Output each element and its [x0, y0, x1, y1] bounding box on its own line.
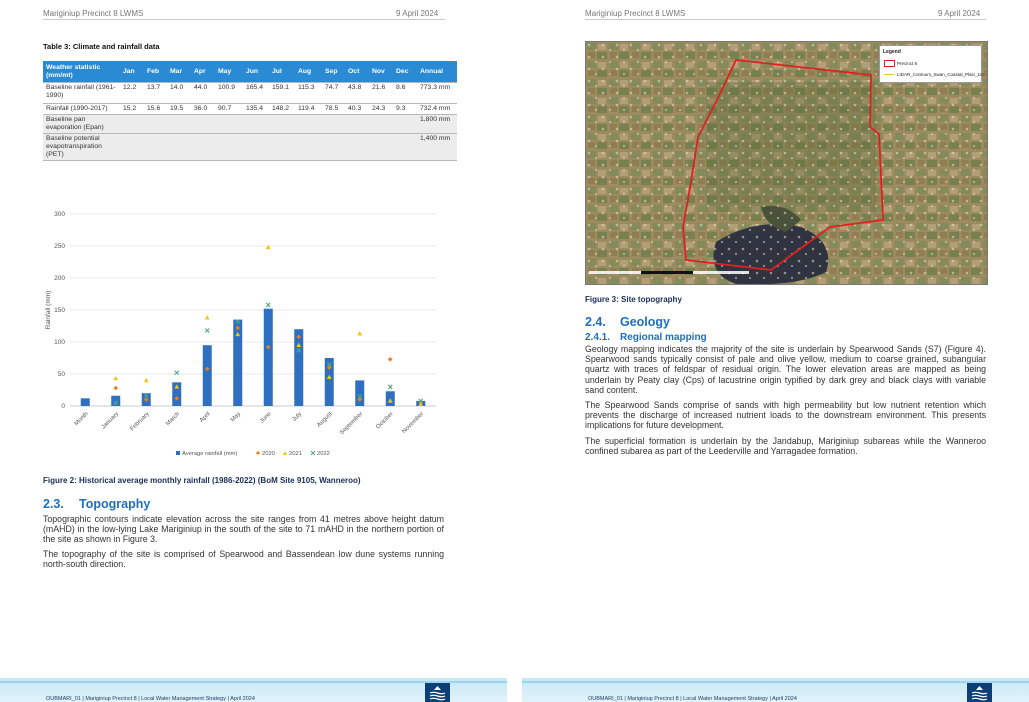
y-tick-label: 0 — [61, 403, 65, 410]
table-header-sep: Sep — [322, 61, 345, 83]
table-header-may: May — [215, 61, 243, 83]
marker-2020 — [388, 357, 393, 362]
marker-2022 — [266, 303, 270, 307]
table-cell — [295, 115, 322, 134]
y-tick-label: 300 — [54, 211, 65, 218]
table-header-jul: Jul — [269, 61, 295, 83]
table-cell: 732.4 mm — [417, 104, 457, 115]
y-tick-label: 200 — [54, 275, 65, 282]
geology-heading: Geology — [620, 315, 671, 329]
marker-2020 — [113, 386, 118, 391]
table-header-row — [43, 61, 457, 83]
regional-mapping-heading: Regional mapping — [620, 332, 707, 343]
table-header-oct: Oct — [345, 61, 369, 83]
table-cell: 159.1 — [269, 83, 295, 104]
table-cell: 74.7 — [322, 83, 345, 104]
table-cell — [393, 134, 417, 161]
table-cell: 773.3 mm — [417, 83, 457, 104]
table-header-mar: Mar — [167, 61, 191, 83]
table-header-apr: Apr — [191, 61, 215, 83]
table-header-nov: Nov — [369, 61, 393, 83]
table-caption: Table 3: Climate and rainfall data — [43, 42, 160, 51]
table-cell — [144, 134, 167, 161]
table-cell — [243, 115, 269, 134]
table-row-label: Baseline rainfall (1961-1990) — [43, 83, 120, 104]
legend-label: 2020 — [262, 451, 275, 457]
geology-paragraph-1: Geology mapping indicates the majority of the site is underlain by Spearwood Sands (S7) (Figure 4). Spearwood sands typically consist of pale and olive yellow, medium to coarse grained, subangular quartz with traces of feldspar of residual origin. The lower elevation areas are mapped as being underlain by Peaty clay (Cps) of lacustrine origin typified by dark grey and black clays with variable sand content. — [585, 344, 986, 395]
precinct-boundary-swatch — [884, 60, 895, 67]
table-cell: 8.6 — [393, 83, 417, 104]
figure2-caption: Figure 2: Historical average monthly rainfall (1986-2022) (BoM Site 9105, Wanneroo) — [43, 476, 361, 485]
y-axis-title: Rainfall (mm) — [45, 290, 52, 330]
table-header-jun: Jun — [243, 61, 269, 83]
table-cell — [215, 134, 243, 161]
marker-2021 — [357, 331, 362, 335]
footer-text: OUBMARI_01 | Mariginiup Precinct 8 | Local Water Management Strategy | April 2024 — [588, 696, 797, 702]
rainfall-bar — [203, 345, 212, 406]
table-cell: 19.5 — [167, 104, 191, 115]
y-tick-label: 50 — [57, 371, 65, 378]
header-divider — [585, 19, 986, 20]
climate-rainfall-table — [43, 61, 457, 161]
contour-line-swatch — [884, 74, 894, 75]
y-tick-label: 150 — [54, 307, 65, 314]
geology-heading-number: 2.4. — [585, 315, 606, 329]
geology-paragraph-3: The superficial formation is underlain by the Jandabup, Mariginiup subareas while the Wanneroo confined subarea as part of the Leederville and Yarragadee formation. — [585, 436, 986, 457]
table-cell: 165.4 — [243, 83, 269, 104]
table-cell — [144, 115, 167, 134]
table-cell: 1,800 mm — [417, 115, 457, 134]
legend-swatch-2022 — [311, 451, 315, 455]
table-cell: 15.2 — [120, 104, 144, 115]
legend-title: Legend — [883, 49, 901, 55]
rainfall-chart — [43, 205, 447, 467]
company-logo-icon — [967, 683, 992, 702]
rainfall-bar — [355, 380, 364, 406]
page-footer-left — [0, 678, 507, 702]
geology-paragraph-2: The Spearwood Sands comprise of sands with high permeability but low nutrient retention which prevents the discharge of increased nutrient loads to the downstream environment. This presents implications for future development. — [585, 400, 986, 431]
table-cell — [369, 134, 393, 161]
regional-mapping-heading-number: 2.4.1. — [585, 332, 611, 343]
legend-swatch-2021 — [283, 451, 287, 455]
x-tick-label: September — [339, 411, 365, 437]
table-row — [43, 104, 457, 115]
table-header-dec: Dec — [393, 61, 417, 83]
marker-2021 — [266, 245, 271, 249]
marker-2021 — [113, 376, 118, 380]
table-cell — [191, 115, 215, 134]
x-tick-label: Month — [73, 411, 90, 428]
page-header-title: Mariginiup Precinct 8 LWMS — [585, 9, 686, 18]
table-cell — [191, 134, 215, 161]
table-cell — [243, 134, 269, 161]
marker-2021 — [144, 378, 149, 382]
table-cell — [269, 134, 295, 161]
legend-swatch-2020 — [256, 451, 260, 455]
page-footer-right — [522, 678, 1029, 702]
table-cell: 100.9 — [215, 83, 243, 104]
header-divider — [43, 19, 445, 20]
table-cell — [345, 115, 369, 134]
footer-text: OUBMARI_01 | Mariginiup Precinct 8 | Local Water Management Strategy | April 2024 — [46, 696, 255, 702]
table-cell: 115.3 — [295, 83, 322, 104]
table-cell — [269, 115, 295, 134]
page-header-date: 9 April 2024 — [938, 9, 981, 18]
x-tick-label: October — [375, 411, 395, 431]
table-row-label: Baseline pan evaporation (Epan) — [43, 115, 120, 134]
rainfall-bar — [294, 329, 303, 406]
table-cell: 43.8 — [345, 83, 369, 104]
page-header-title: Mariginiup Precinct 8 LWMS — [43, 9, 144, 18]
table-cell: 1,400 mm — [417, 134, 457, 161]
table-row — [43, 115, 457, 134]
page-header-date: 9 April 2024 — [396, 9, 439, 18]
table-row — [43, 83, 457, 104]
table-cell: 78.5 — [322, 104, 345, 115]
x-tick-label: March — [165, 411, 182, 428]
marker-2022 — [205, 328, 209, 332]
x-tick-label: February — [129, 411, 151, 433]
topography-heading: Topography — [79, 497, 151, 511]
legend-label: Average rainfall (mm) — [182, 451, 238, 457]
table-cell — [215, 115, 243, 134]
table-cell: 15.6 — [144, 104, 167, 115]
marker-2022 — [388, 385, 392, 389]
x-tick-label: April — [198, 411, 212, 424]
marker-2021 — [205, 315, 210, 319]
table-cell: 24.3 — [369, 104, 393, 115]
table-cell: 135.4 — [243, 104, 269, 115]
table-cell: 90.7 — [215, 104, 243, 115]
rainfall-bar — [264, 309, 273, 406]
table-cell: 148.2 — [269, 104, 295, 115]
topography-heading-number: 2.3. — [43, 497, 64, 511]
x-tick-label: August — [316, 411, 334, 429]
legend-item-contours: LIDAR_Contours_Swan_Coastal_Plain_1m — [897, 72, 984, 77]
figure3-caption: Figure 3: Site topography — [585, 295, 682, 304]
table-cell — [345, 134, 369, 161]
legend-label: 2021 — [289, 451, 302, 457]
legend-item-precinct: Precinct 8 — [897, 61, 918, 66]
table-cell — [120, 134, 144, 161]
table-cell — [167, 115, 191, 134]
x-tick-label: May — [229, 411, 243, 424]
rainfall-bar — [81, 398, 90, 406]
table-cell: 119.4 — [295, 104, 322, 115]
table-cell: 12.2 — [120, 83, 144, 104]
table-row — [43, 134, 457, 161]
table-cell — [369, 115, 393, 134]
table-row-label: Rainfall (1990-2017) — [43, 104, 120, 115]
table-header-statistic: Weather statistic (mm/mt) — [43, 61, 120, 83]
table-cell: 13.7 — [144, 83, 167, 104]
table-cell — [167, 134, 191, 161]
y-tick-label: 100 — [54, 339, 65, 346]
table-header-feb: Feb — [144, 61, 167, 83]
y-tick-label: 250 — [54, 243, 65, 250]
company-logo-icon — [425, 683, 450, 702]
table-cell — [120, 115, 144, 134]
x-tick-label: January — [100, 411, 121, 431]
table-header-aug: Aug — [295, 61, 322, 83]
rainfall-bar — [325, 358, 334, 406]
table-cell: 21.6 — [369, 83, 393, 104]
table-cell — [393, 115, 417, 134]
x-tick-label: November — [401, 411, 426, 435]
document-page-left — [0, 0, 507, 702]
legend-label: 2022 — [317, 451, 330, 457]
table-header-jan: Jan — [120, 61, 144, 83]
topography-paragraph-2: The topography of the site is comprised of Spearwood and Bassendean low dune systems running north-south direction. — [43, 549, 444, 570]
site-topography-map — [585, 41, 988, 285]
table-cell: 40.3 — [345, 104, 369, 115]
map-legend — [879, 45, 982, 83]
x-tick-label: June — [259, 411, 273, 425]
table-header-annual: Annual — [417, 61, 457, 83]
legend-swatch-bar — [176, 451, 180, 455]
table-cell: 9.3 — [393, 104, 417, 115]
table-cell — [322, 134, 345, 161]
topography-paragraph-1: Topographic contours indicate elevation across the site ranges from 41 metres above height datum (mAHD) in the low-lying Lake Mariginiup in the south of the site to 71 mAHD in the northern portion of the site as shown in Figure 3. — [43, 514, 444, 545]
table-cell — [322, 115, 345, 134]
table-cell: 44.0 — [191, 83, 215, 104]
table-row-label: Baseline potential evapotranspiration (PET) — [43, 134, 120, 161]
table-cell — [295, 134, 322, 161]
table-cell: 36.0 — [191, 104, 215, 115]
table-cell: 14.0 — [167, 83, 191, 104]
x-tick-label: July — [291, 411, 304, 423]
rainfall-bar — [111, 396, 120, 406]
